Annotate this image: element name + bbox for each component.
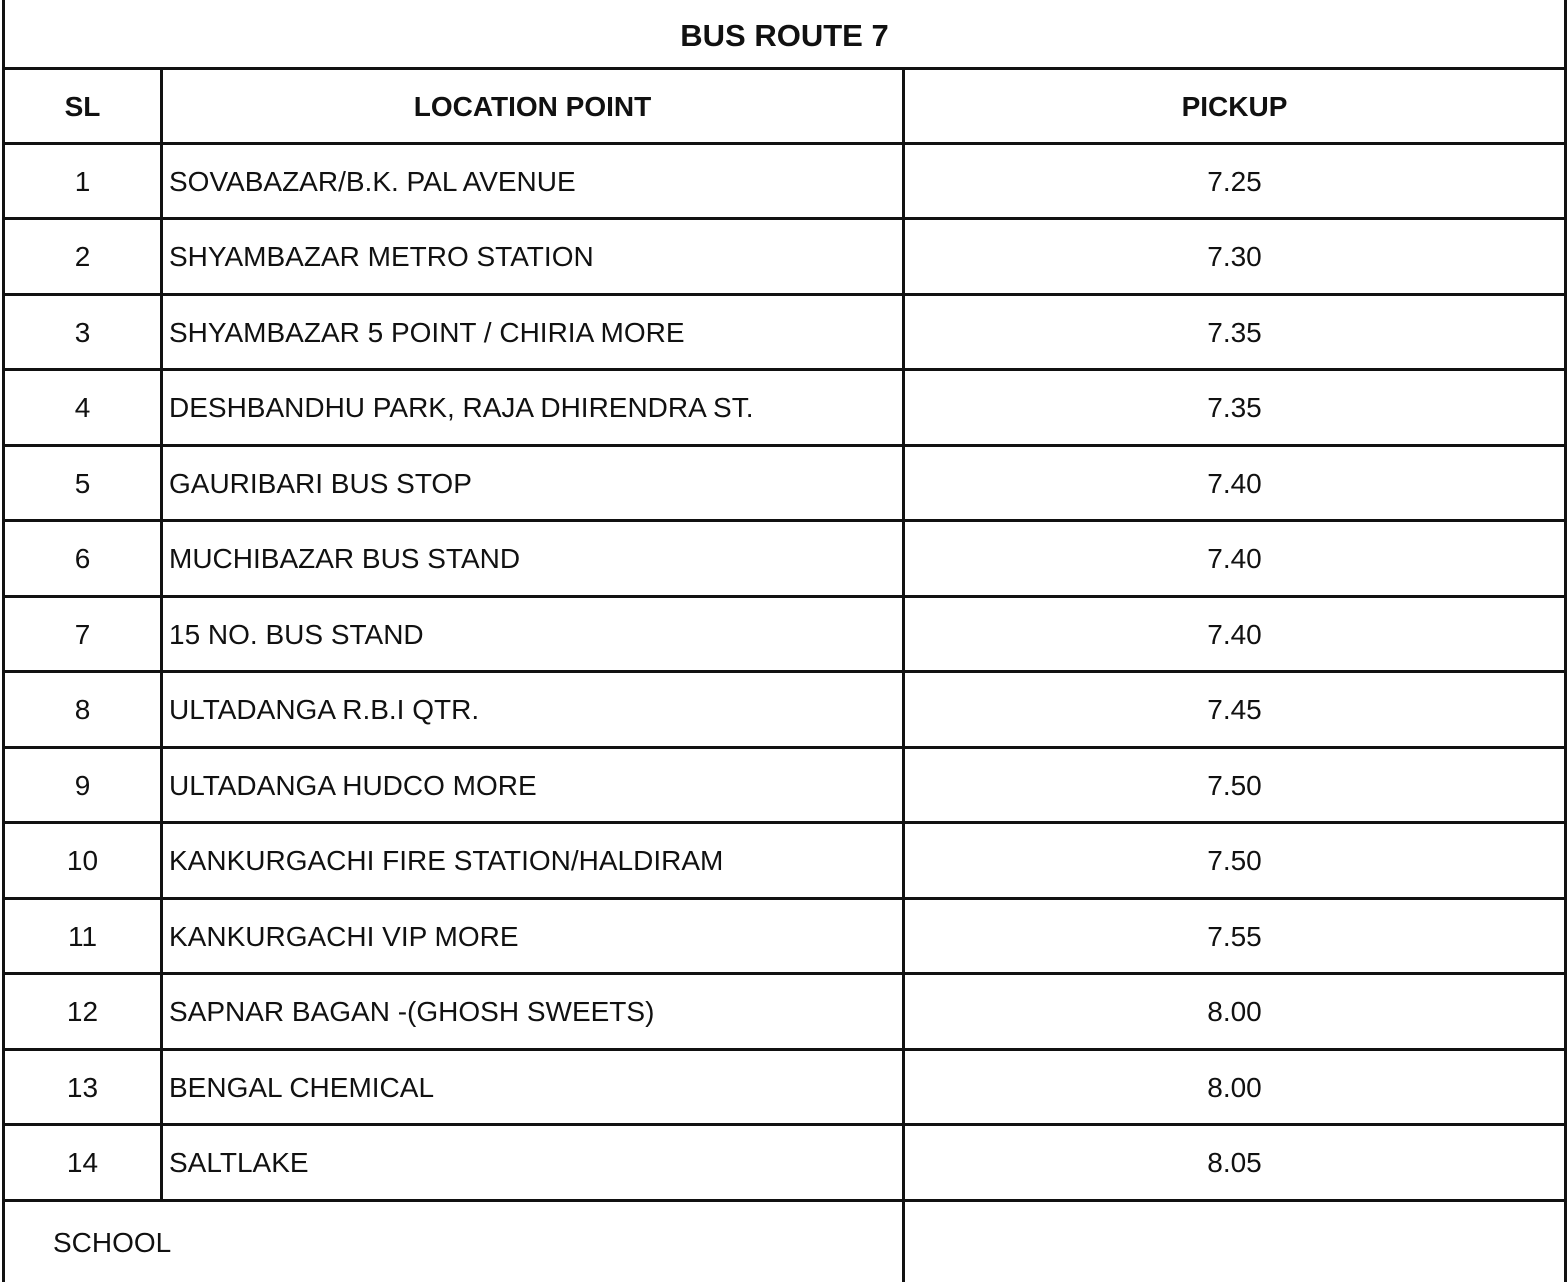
row-sl: 4 bbox=[5, 371, 163, 444]
row-pickup: 7.35 bbox=[1207, 392, 1262, 424]
row-pickup: 8.00 bbox=[1207, 996, 1262, 1028]
row-sl: 2 bbox=[5, 220, 163, 293]
table-row bbox=[5, 824, 1564, 900]
row-sl: 12 bbox=[5, 975, 163, 1048]
row-sl: 13 bbox=[5, 1051, 163, 1124]
table-row bbox=[5, 447, 1564, 523]
header-sl: SL bbox=[5, 70, 163, 142]
row-location: SAPNAR BAGAN -(GHOSH SWEETS) bbox=[163, 975, 905, 1048]
table-row bbox=[5, 371, 1564, 447]
row-location: BENGAL CHEMICAL bbox=[163, 1051, 905, 1124]
bus-route-table bbox=[2, 0, 1567, 1282]
row-sl: 14 bbox=[5, 1126, 163, 1199]
row-location: SOVABAZAR/B.K. PAL AVENUE bbox=[163, 145, 905, 218]
row-location: KANKURGACHI FIRE STATION/HALDIRAM bbox=[163, 824, 905, 897]
table-row bbox=[5, 900, 1564, 976]
row-pickup: 7.35 bbox=[1207, 316, 1262, 348]
row-pickup: 7.55 bbox=[1207, 920, 1262, 952]
row-pickup: 7.30 bbox=[1207, 241, 1262, 273]
row-sl: 11 bbox=[5, 900, 163, 973]
row-location: SALTLAKE bbox=[163, 1126, 905, 1199]
table-row bbox=[5, 749, 1564, 825]
row-sl: 8 bbox=[5, 673, 163, 746]
table-row bbox=[5, 220, 1564, 296]
table-row bbox=[5, 1126, 1564, 1202]
row-location: GAURIBARI BUS STOP bbox=[163, 447, 905, 520]
row-sl: 1 bbox=[5, 145, 163, 218]
header-row bbox=[5, 70, 1564, 145]
row-sl: 6 bbox=[5, 522, 163, 595]
row-pickup: 7.40 bbox=[1207, 618, 1262, 650]
row-pickup: 7.50 bbox=[1207, 769, 1262, 801]
table-title: BUS ROUTE 7 bbox=[5, 0, 1564, 70]
row-pickup: 7.25 bbox=[1207, 165, 1262, 197]
row-sl: 10 bbox=[5, 824, 163, 897]
table-row bbox=[5, 598, 1564, 674]
row-location: ULTADANGA R.B.I QTR. bbox=[163, 673, 905, 746]
row-sl: 9 bbox=[5, 749, 163, 822]
row-location: SHYAMBAZAR METRO STATION bbox=[163, 220, 905, 293]
table-row bbox=[5, 145, 1564, 221]
header-pickup: PICKUP bbox=[1181, 90, 1288, 122]
row-pickup: 8.00 bbox=[1207, 1071, 1262, 1103]
table-row bbox=[5, 975, 1564, 1051]
row-location: KANKURGACHI VIP MORE bbox=[163, 900, 905, 973]
school-label: SCHOOL bbox=[5, 1202, 905, 1282]
row-location: DESHBANDHU PARK, RAJA DHIRENDRA ST. bbox=[163, 371, 905, 444]
row-sl: 3 bbox=[5, 296, 163, 369]
header-location: LOCATION POINT bbox=[163, 70, 905, 142]
table-row bbox=[5, 673, 1564, 749]
row-location: ULTADANGA HUDCO MORE bbox=[163, 749, 905, 822]
row-sl: 7 bbox=[5, 598, 163, 671]
row-pickup: 7.40 bbox=[1207, 543, 1262, 575]
row-pickup: 7.45 bbox=[1207, 694, 1262, 726]
table-row bbox=[5, 522, 1564, 598]
row-pickup: 7.50 bbox=[1207, 845, 1262, 877]
row-sl: 5 bbox=[5, 447, 163, 520]
table-row bbox=[5, 1051, 1564, 1127]
row-pickup: 7.40 bbox=[1207, 467, 1262, 499]
table-row bbox=[5, 296, 1564, 372]
row-location: SHYAMBAZAR 5 POINT / CHIRIA MORE bbox=[163, 296, 905, 369]
row-pickup: 8.05 bbox=[1207, 1147, 1262, 1179]
row-location: MUCHIBAZAR BUS STAND bbox=[163, 522, 905, 595]
row-location: 15 NO. BUS STAND bbox=[163, 598, 905, 671]
